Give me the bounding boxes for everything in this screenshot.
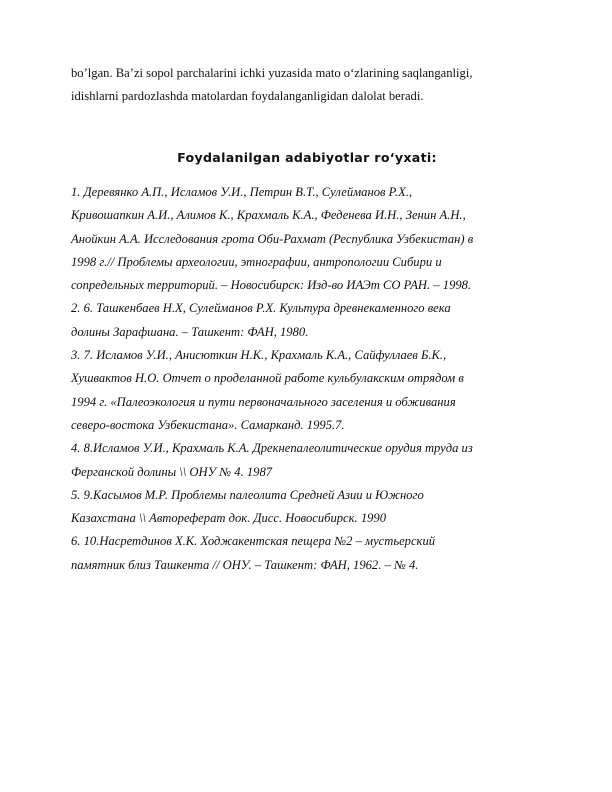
reference-line: Кривошапкин А.И., Алимов К., Крахмаль К.А., Феденева И.Н., Зенин А.Н., [71, 208, 466, 223]
reference-line: 5. 9.Касымов М.Р. Проблемы палеолита Средней Азии и Южного [71, 487, 424, 502]
document-page [71, 62, 543, 577]
reference-line: сопредельных территорий. – Новосибирск: Изд-во ИАЭт СО РАН. – 1998. [71, 278, 472, 293]
reference-line: Ферганской долины \\ ОНУ № 4. 1987 [71, 464, 273, 479]
intro-line-2: idishlarni pardozlashda matolardan foydalanganligidan dalolat beradi. [71, 89, 424, 103]
reference-line: 2. 6. Ташкенбаев Н.Х, Сулейманов Р.Х. Культура древнекаменного века [71, 301, 451, 316]
reference-line: 4. 8.Исламов У.И., Крахмаль К.А. Дрекнепалеолитические орудия труда из [71, 441, 473, 456]
reference-line: северо-востока Узбекистана». Самарканд. 1995.7. [71, 417, 345, 432]
references-list [71, 181, 543, 577]
reference-line: Анойкин А.А. Исследования грота Оби-Рахмат (Республика Узбекистан) в [71, 231, 474, 246]
reference-line: 3. 7. Исламов У.И., Анисюткин Н.К., Крахмаль К.А., Сайфуллаев Б.К., [71, 348, 447, 363]
reference-line: памятник близ Ташкента // ОНУ. – Ташкент: ФАН, 1962. – № 4. [71, 557, 419, 572]
intro-line-1: bo’lgan. Ba’zi sopol parchalarini ichki yuzasida mato o‘zlarining saqlanganligi, [71, 66, 473, 80]
references-heading: Foydalanilgan adabiyotlar ro‘yxati: [177, 150, 437, 165]
reference-line: Казахстана \\ Автореферат док. Дисс. Новосибирск. 1990 [71, 511, 387, 526]
reference-line: 6. 10.Насретдинов Х.К. Ходжакентская пещера №2 – мустьерский [71, 534, 436, 549]
intro-paragraph [71, 62, 543, 108]
reference-line: 1994 г. «Палеоэкология и пути первоначального заселения и обживания [71, 394, 456, 409]
reference-line: 1998 г.// Проблемы археологии, этнографии, антропологии Сибири и [71, 254, 442, 269]
reference-line: Хушвактов Н.О. Отчет о проделанной работе кульбулакским отрядом в [71, 371, 464, 386]
reference-line: 1. Деревянко А.П., Исламов У.И., Петрин В.Т., Сулейманов Р.Х., [71, 185, 413, 199]
reference-line: долины Зарафшана. – Ташкент: ФАН, 1980. [71, 324, 309, 339]
